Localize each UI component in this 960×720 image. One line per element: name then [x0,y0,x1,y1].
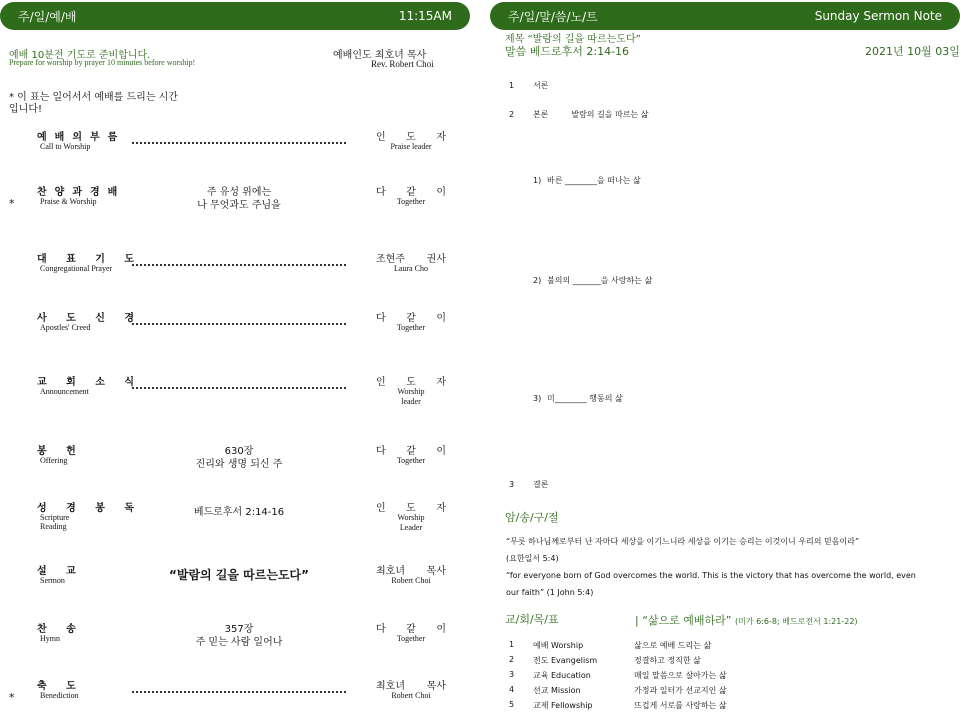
outline-item [533,275,652,286]
church-goal-number: 2 [509,655,515,664]
stand-note-line2: 입니다! [9,104,42,115]
order-item-leader-ko: 다 같 이 [376,624,446,635]
order-item-leader-en: Worship [397,513,425,522]
stand-marker: * [9,197,15,210]
order-item-detail: 주 유성 위에는 [206,187,272,198]
order-item-leader-ko: 최호녀 목사 [376,681,446,692]
order-item-detail: 357장 [224,624,254,635]
order-item-dotted-leader [132,142,346,144]
outline-item-number: 3) [533,394,542,403]
church-goal-number: 1 [509,640,515,649]
stand-note-line1: * 이 표는 일어서서 예배를 드리는 시간 [9,92,178,103]
order-item-title-en: Benediction [40,691,79,700]
order-item-title-ko: 축 도 [37,681,84,692]
order-item-title-ko: 예배의부름 [37,132,126,143]
worship-header-bar [0,2,470,30]
worship-header-time: 11:15AM [398,9,452,23]
order-item-title-ko: 설 교 [37,566,84,577]
outline-item [533,175,641,186]
worship-leader-ko: 예배인도 최호녀 목사 [333,50,427,61]
order-item-leader-ko: 인 도 자 [376,377,446,388]
sermon-scripture: 말씀 베드로후서 2:14-16 [505,45,630,58]
church-goal-desc: 매일 말씀으로 살아가는 삶 [634,671,727,680]
order-item-title-ko: 찬양과경배 [37,187,126,198]
order-item-title-ko: 찬 송 [37,624,84,635]
order-item-title-ko: 사 도 신 경 [37,313,143,324]
outline-item [509,479,548,490]
order-item-detail: 나 무엇과도 주님을 [197,200,281,211]
order-item-title-ko: 봉 헌 [37,446,84,457]
church-goal-desc: 정결하고 정직한 삶 [634,656,701,665]
sermon-note-header-title: 주/일/말/씀/노/트 [508,9,598,24]
order-item-detail: “발람의 길을 따르는도다” [168,568,310,582]
memory-verse-en-line2: our faith” (1 John 5:4) [506,588,594,597]
order-item-dotted-leader [132,387,346,389]
prayer-note-en: Prepare for worship by prayer 10 minutes before worship! [9,58,196,67]
outline-item [533,393,623,404]
memory-verse-en-line1: “for everyone born of God overcomes the world. This is the victory that has overcome the world, even [506,571,916,580]
order-item-leader-ko: 최호녀 목사 [376,566,446,577]
worship-leader-en: Rev. Robert Choi [371,59,434,69]
order-item-leader-ko: 인 도 자 [376,503,446,514]
order-item-title-en: Praise & Worship [40,197,97,206]
sermon-note-header-subtitle: Sunday Sermon Note [814,9,942,23]
prayer-note-ko-text: 예배 10분전 기도로 준비합니다. [9,50,151,61]
church-goals-motto-text: | “삶으로 예배하라” [635,614,732,627]
church-goals-motto-ref: (미가 6:6-8; 베드로전서 1:21-22) [734,617,858,626]
sermon-title: 제목 “발람의 길을 따르는도다” [505,34,641,45]
outline-item-text: 불의의 _______을 사랑하는 삶 [547,276,653,285]
order-item-title-en: Hymn [40,634,60,643]
outline-item-text: 미________ 행동의 삶 [547,394,623,403]
order-item-detail: 주 믿는 사람 일어나 [195,637,283,648]
church-goal-name: 선교 Mission [533,686,581,695]
order-item-title-en: Apostles' Creed [40,323,91,332]
order-item-leader-en: Laura Cho [394,264,428,273]
outline-item-number: 1 [509,81,515,90]
memory-verse-ko: “무릇 하나님께로부터 난 자마다 세상을 이기느니라 세상을 이기는 승리는 이것이니 우리의 믿음이라” [506,537,860,546]
order-item-leader-en: Robert Choi [391,691,431,700]
sermon-date: 2021년 10월 03일 [865,45,960,58]
church-goal-number: 3 [509,670,515,679]
order-item-leader-en: leader [401,397,421,406]
order-item-leader-en: Together [396,456,426,465]
order-item-title-ko: 성 경 봉 독 [37,503,143,514]
outline-item-text: 바른 ________을 떠나는 삶 [547,176,641,185]
church-goals-motto [635,612,858,628]
outline-item-text: 결론 [533,480,549,489]
outline-item-text: 본론 발람의 길을 따르는 삶 [533,110,649,119]
outline-item-number: 3 [509,480,515,489]
order-item-title-en: Congregational Prayer [40,264,113,273]
order-item-leader-ko: 다 같 이 [376,187,446,198]
worship-header-title: 주/일/예/배 [18,9,77,24]
order-item-leader-en: Together [396,197,426,206]
order-item-detail: 630장 [224,446,254,457]
order-item-leader-ko: 다 같 이 [376,313,446,324]
church-goal-number: 4 [509,685,515,694]
order-item-title-ko: 대 표 기 도 [37,254,143,265]
order-item-title-en: Announcement [40,387,89,396]
order-item-dotted-leader [132,323,346,325]
order-item-detail: 베드로후서 2:14-16 [193,507,285,518]
memory-verse-ko-ref: (요한일서 5:4) [506,554,559,563]
church-goal-name: 전도 Evangelism [533,656,598,665]
church-goals-heading: 교/회/목/표 [505,613,559,626]
outline-item [509,80,548,91]
church-goal-name: 교육 Education [533,671,591,680]
order-item-leader-ko: 다 같 이 [376,446,446,457]
order-item-title-en: Reading [40,522,67,531]
outline-item-number: 2) [533,276,542,285]
outline-item-text: 서론 [533,81,549,90]
order-item-leader-en: Robert Choi [391,576,431,585]
order-item-detail: 진리와 생명 되신 주 [195,459,283,470]
church-goal-number: 5 [509,700,515,709]
order-item-title-en: Scripture [40,513,70,522]
order-item-title-en: Offering [40,456,68,465]
order-item-leader-en: Leader [399,523,423,532]
order-item-leader-en: Worship [397,387,425,396]
order-item-leader-en: Praise leader [390,142,432,151]
order-item-dotted-leader [132,264,346,266]
outline-item-number: 2 [509,110,515,119]
outline-item [509,109,649,120]
church-goal-desc: 가정과 일터가 선교지인 삶 [634,686,727,695]
church-goal-desc: 삶으로 예배 드리는 삶 [634,641,712,650]
memory-verse-heading: 암/송/구/절 [505,511,559,524]
order-item-title-ko: 교 회 소 식 [37,377,143,388]
outline-item-number: 1) [533,176,542,185]
church-goal-name: 교제 Fellowship [533,701,593,710]
order-item-leader-ko: 인 도 자 [376,132,446,143]
church-goal-name: 예배 Worship [533,641,584,650]
stand-marker: * [9,691,15,704]
order-item-leader-en: Together [396,634,426,643]
order-item-title-en: Call to Worship [40,142,91,151]
order-item-dotted-leader [132,691,346,693]
church-goal-desc: 뜨겁게 서로를 사랑하는 삶 [634,701,727,710]
order-item-title-en: Sermon [40,576,65,585]
order-item-leader-en: Together [396,323,426,332]
sermon-note-header-bar [490,2,960,30]
order-item-leader-ko: 조현주 권사 [376,254,446,265]
